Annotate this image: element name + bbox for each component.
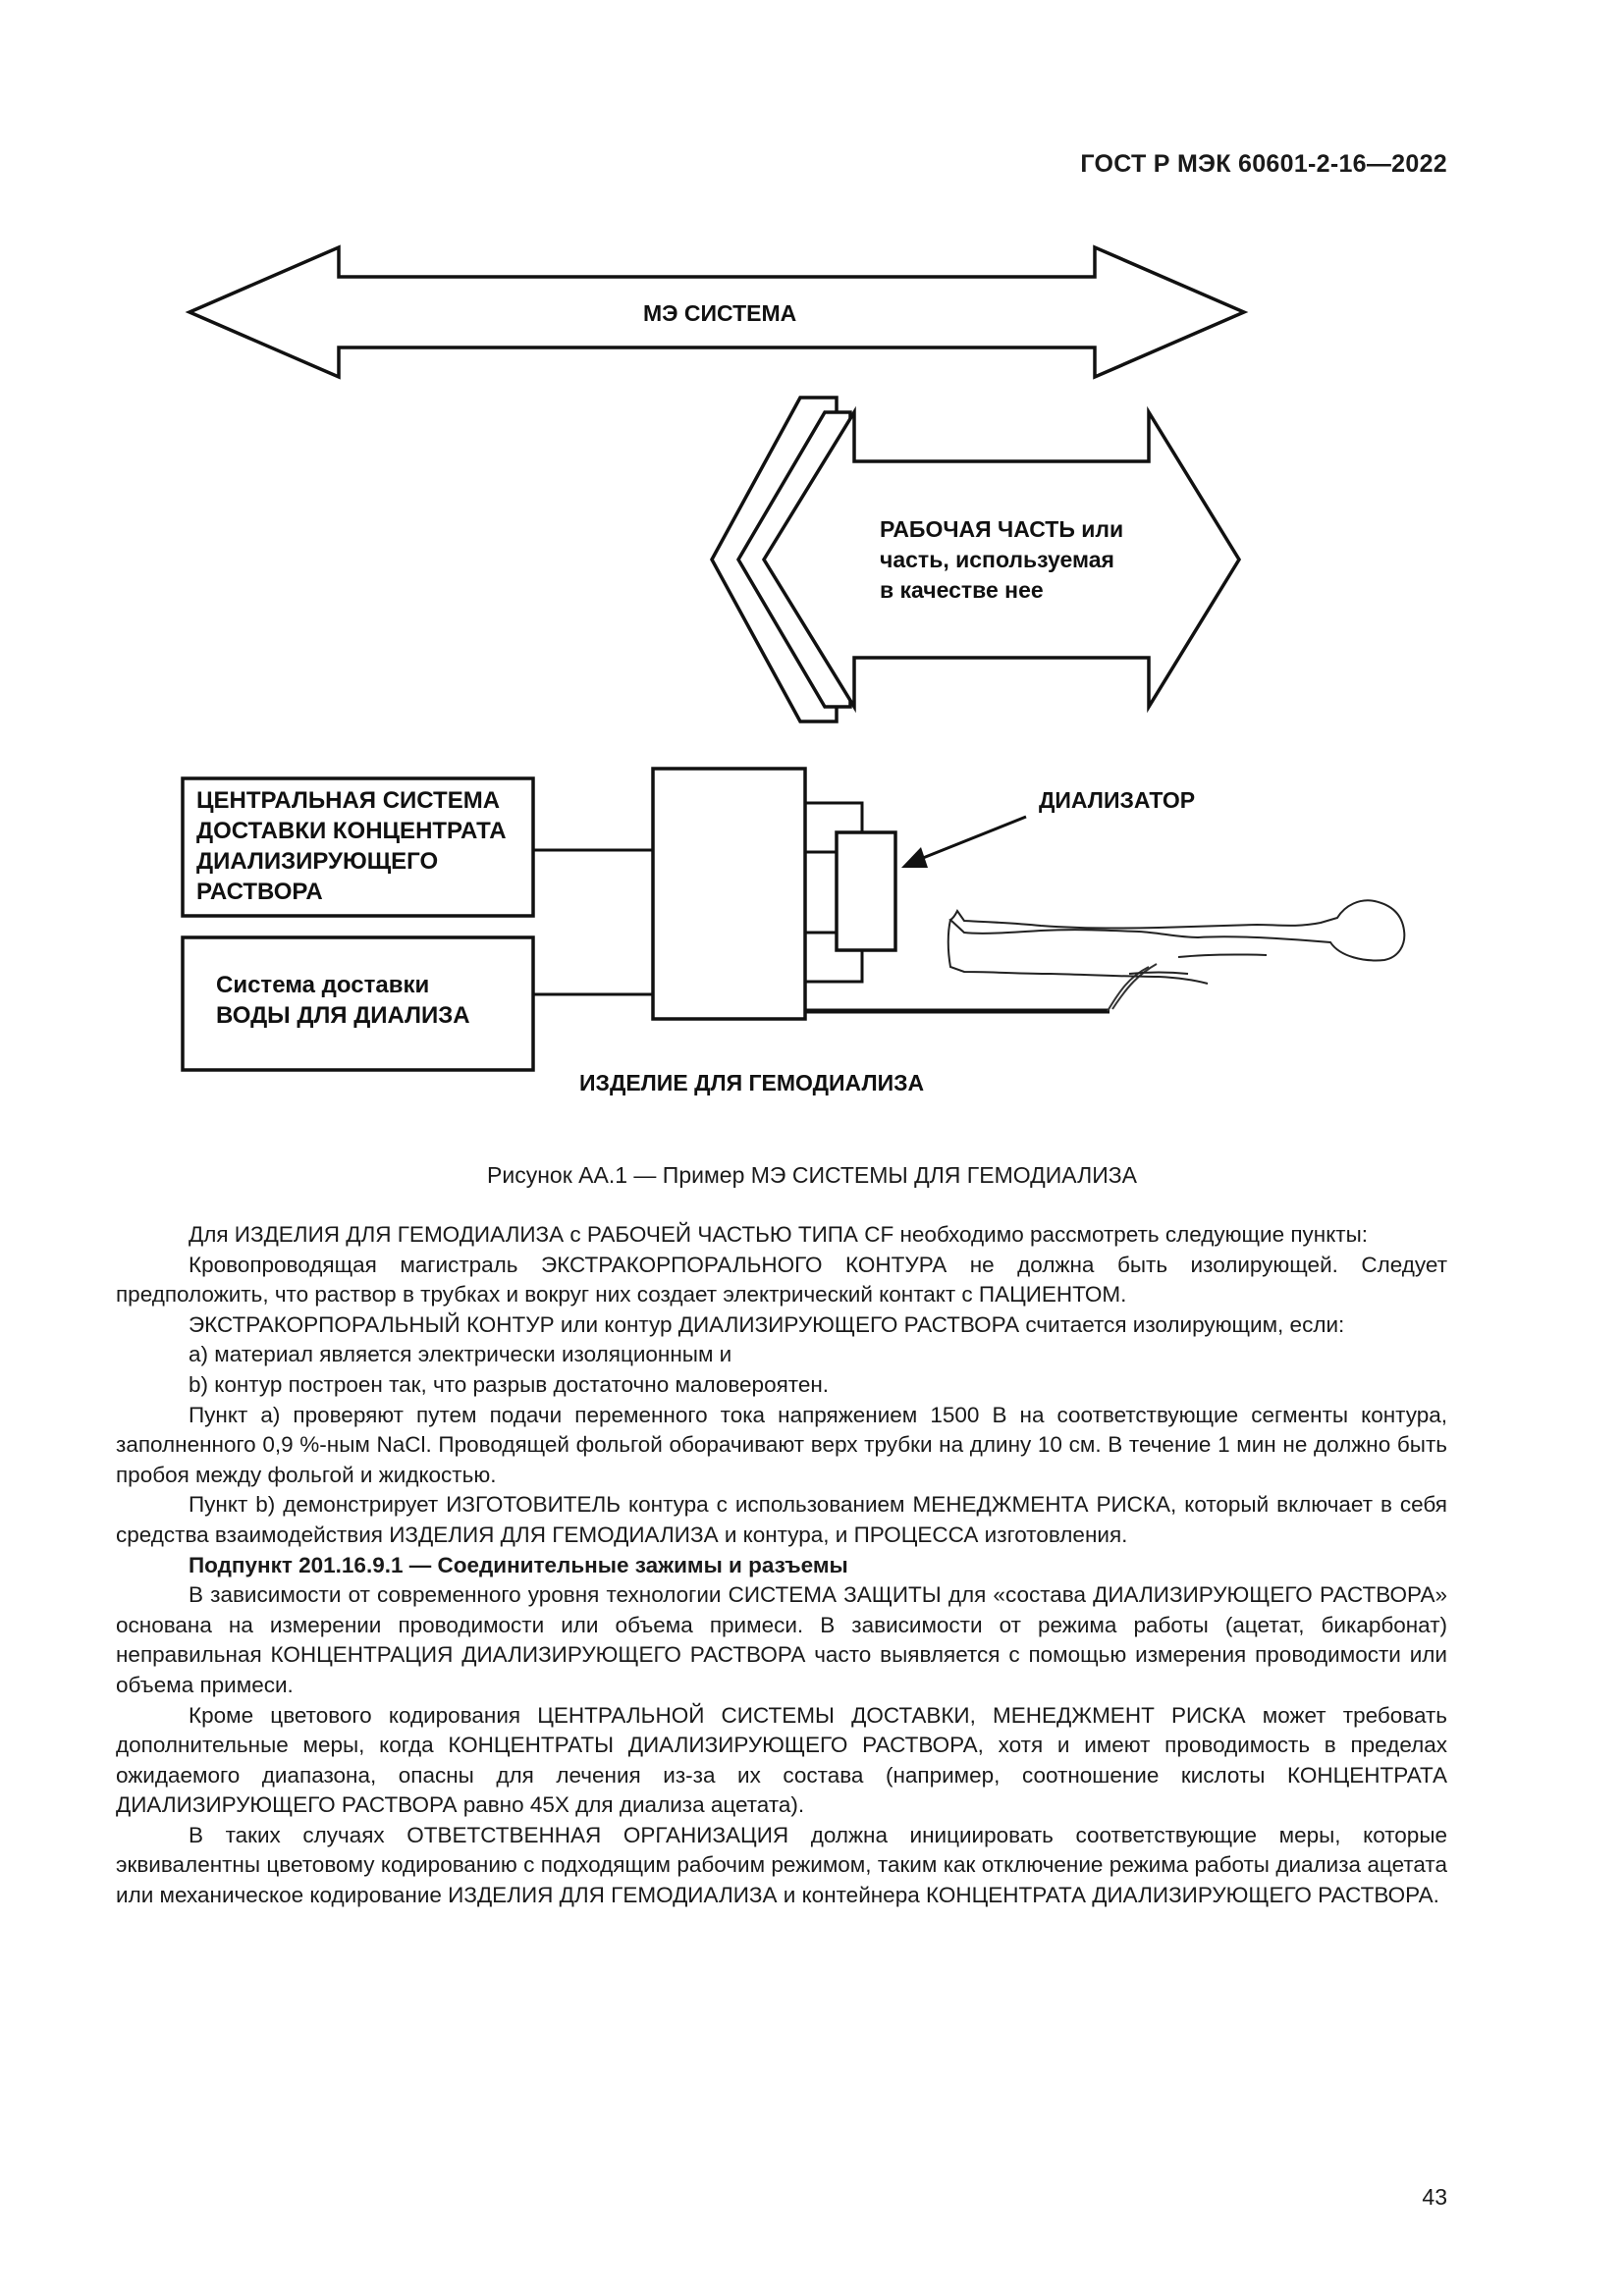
central-system-line: ЦЕНТРАЛЬНАЯ СИСТЕМА [196, 787, 501, 814]
applied-part-line: в качестве нее [880, 577, 1044, 603]
paragraph: В таких случаях ОТВЕТСТВЕННАЯ ОРГАНИЗАЦИЯ должна инициировать соответствующие меры, которые эквивалентны цветовому кодированию с подходящим рабочим режимом, таким как отключение режима работы диализа ацетата или механическое кодирование ИЗДЕЛИЯ ДЛЯ ГЕМОДИАЛИЗА и контейнера КОНЦЕНТРАТА ДИАЛИЗИРУЮЩЕГО РАСТВОРА. [116, 1822, 1447, 1908]
list-item-a: a) материал является электрически изоляционным и [189, 1342, 732, 1367]
central-system-line: РАСТВОРА [196, 879, 323, 905]
hemodialysis-device-label: ИЗДЕЛИЕ ДЛЯ ГЕМОДИАЛИЗА [579, 1070, 925, 1095]
catheter-line-2 [1112, 964, 1157, 1009]
applied-part-label [880, 514, 1123, 606]
document-header: ГОСТ Р МЭК 60601-2-16—2022 [1080, 150, 1447, 178]
page-number: 43 [1422, 2184, 1447, 2210]
list-item-b: b) контур построен так, что разрыв достаточно маловероятен. [189, 1371, 830, 1397]
subsection-heading: Подпункт 201.16.9.1 — Соединительные зажимы и разъемы [189, 1552, 848, 1577]
tubing-upper [805, 803, 862, 832]
paragraph: ЭКСТРАКОРПОРАЛЬНЫЙ КОНТУР или контур ДИАЛИЗИРУЮЩЕГО РАСТВОРА считается изолирующим, если: [189, 1311, 1345, 1337]
central-system-line: ДОСТАВКИ КОНЦЕНТРАТА [196, 818, 507, 844]
me-system-label: МЭ СИСТЕМА [643, 300, 797, 326]
paragraph: Кровопроводящая магистраль ЭКСТРАКОРПОРАЛЬНОГО КОНТУРА не должна быть изолирующей. Следует предположить, что раствор в трубках и вокруг них создает электрический контакт с ПАЦИЕНТОМ. [116, 1252, 1447, 1308]
dialyzer-pointer-head [901, 847, 928, 868]
figure-caption: Рисунок АА.1 — Пример МЭ СИСТЕМЫ ДЛЯ ГЕМОДИАЛИЗА [487, 1162, 1137, 1188]
paragraph: Пункт b) демонстрирует ИЗГОТОВИТЕЛЬ контура с использованием МЕНЕДЖМЕНТА РИСКА, который включает в себя средства взаимодействия ИЗДЕЛИЯ ДЛЯ ГЕМОДИАЛИЗА и контура, и ПРОЦЕССА изготовления. [116, 1492, 1447, 1547]
figure-hemodialysis-system [0, 0, 1624, 1129]
patient-figure [948, 900, 1405, 984]
applied-part-line: РАБОЧАЯ ЧАСТЬ или [880, 516, 1124, 542]
tubing-lower [805, 950, 862, 982]
paragraph: Для ИЗДЕЛИЯ ДЛЯ ГЕМОДИАЛИЗА с РАБОЧЕЙ ЧАСТЬЮ ТИПА CF необходимо рассмотреть следующие пункты: [189, 1222, 1369, 1247]
hemodialysis-device-box [653, 769, 805, 1019]
body-text [116, 1220, 1447, 1911]
central-system-line: ДИАЛИЗИРУЮЩЕГО [196, 848, 439, 875]
water-system-line: ВОДЫ ДЛЯ ДИАЛИЗА [216, 1002, 470, 1029]
dialyzer-pointer-line [918, 817, 1026, 860]
dialyzer-box [837, 832, 895, 950]
applied-part-line: часть, используемая [880, 547, 1114, 572]
paragraph: Пункт а) проверяют путем подачи переменного тока напряжением 1500 В на соответствующие сегменты контура, заполненного 0,9 %-ным NaCl. Проводящей фольгой оборачивают верх трубки на длину 10 см. В течение 1 мин не должно быть пробоя между фольгой и жидкостью. [116, 1402, 1447, 1487]
paragraph: В зависимости от современного уровня технологии СИСТЕМА ЗАЩИТЫ для «состава ДИАЛИЗИРУЮЩЕГО РАСТВОРА» основана на измерении проводимости или объема примеси. В зависимости от режима работы (ацетат, бикарбонат) неправильная КОНЦЕНТРАЦИЯ ДИАЛИЗИРУЮЩЕГО РАСТВОРА часто выявляется с помощью измерения проводимости или объема примеси. [116, 1582, 1447, 1697]
central-delivery-system-label [196, 785, 507, 907]
diagram-canvas [0, 0, 1624, 1129]
paragraph: Кроме цветового кодирования ЦЕНТРАЛЬНОЙ СИСТЕМЫ ДОСТАВКИ, МЕНЕДЖМЕНТ РИСКА может требовать дополнительные меры, когда КОНЦЕНТРАТЫ ДИАЛИЗИРУЮЩЕГО РАСТВОРА, хотя и имеют проводимость в пределах ожидаемого диапазона, опасны для лечения из-за их состава (например, соотношение кислоты КОНЦЕНТРАТА ДИАЛИЗИРУЮЩЕГО РАСТВОРА равно 45X для диализа ацетата). [116, 1702, 1447, 1818]
water-system-line: Система доставки [216, 972, 430, 998]
water-delivery-system-label [216, 970, 470, 1031]
dialyzer-label: ДИАЛИЗАТОР [1039, 787, 1196, 813]
